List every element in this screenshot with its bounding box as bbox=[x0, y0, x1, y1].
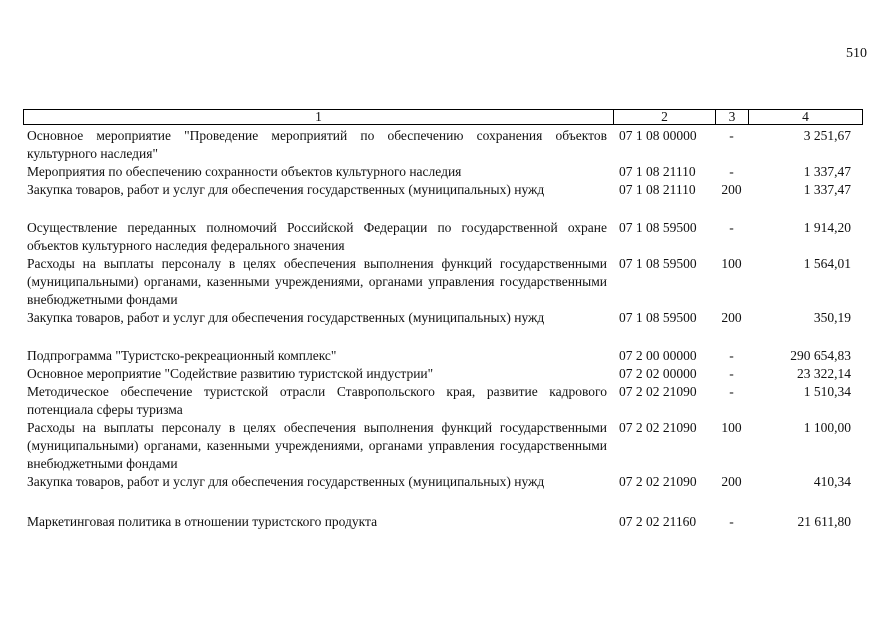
row-sum: 1 337,47 bbox=[803, 164, 851, 179]
row-sum: 1 337,47 bbox=[803, 182, 851, 197]
header-col-4: 4 bbox=[802, 109, 809, 124]
row-sum: 21 611,80 bbox=[797, 514, 851, 529]
row-code: 07 2 02 21090 bbox=[619, 474, 697, 489]
row-description: Расходы на выплаты персоналу в целях обеспечения выполнения функций государственными (муниципальными) органами, казенными учреждениями, органами управления государственными внебюджетными фондами bbox=[27, 420, 607, 471]
row-code: 07 2 02 21160 bbox=[619, 514, 697, 529]
page-number: 510 bbox=[846, 46, 867, 61]
row-description: Маркетинговая политика в отношении туристского продукта bbox=[27, 514, 378, 529]
row-sum: 350,19 bbox=[813, 310, 851, 325]
row-type: 100 bbox=[721, 420, 742, 435]
table-row bbox=[23, 513, 863, 531]
row-description: Осуществление переданных полномочий Российской Федерации по государственной охране объектов культурного наследия федерального значения bbox=[27, 220, 607, 253]
row-type: 100 bbox=[721, 256, 742, 271]
row-type: - bbox=[729, 128, 734, 143]
row-sum: 410,34 bbox=[813, 474, 851, 489]
table-row bbox=[23, 419, 863, 473]
row-type: - bbox=[729, 514, 734, 529]
table-row bbox=[23, 383, 863, 419]
row-type: - bbox=[729, 348, 734, 363]
table-row bbox=[23, 347, 863, 365]
row-description: Основное мероприятие "Проведение мероприятий по обеспечению сохранения объектов культурного наследия" bbox=[27, 128, 607, 161]
row-description: Подпрограмма "Туристско-рекреационный комплекс" bbox=[27, 348, 337, 363]
row-description: Закупка товаров, работ и услуг для обеспечения государственных (муниципальных) нужд bbox=[27, 182, 545, 197]
row-type: 200 bbox=[721, 182, 742, 197]
row-code: 07 1 08 59500 bbox=[619, 256, 697, 271]
row-type: - bbox=[729, 220, 734, 235]
table-header bbox=[23, 109, 863, 125]
table-row bbox=[23, 163, 863, 181]
row-description: Мероприятия по обеспечению сохранности объектов культурного наследия bbox=[27, 164, 462, 179]
row-sum: 1 564,01 bbox=[803, 256, 851, 271]
table-row bbox=[23, 473, 863, 491]
row-description: Закупка товаров, работ и услуг для обеспечения государственных (муниципальных) нужд bbox=[27, 474, 545, 489]
row-sum: 290 654,83 bbox=[790, 348, 851, 363]
row-description: Закупка товаров, работ и услуг для обеспечения государственных (муниципальных) нужд bbox=[27, 310, 545, 325]
row-sum: 1 914,20 bbox=[803, 220, 851, 235]
row-description: Основное мероприятие "Содействие развитию туристской индустрии" bbox=[27, 366, 434, 381]
row-sum: 1 100,00 bbox=[803, 420, 851, 435]
header-col-1: 1 bbox=[24, 110, 614, 124]
row-type: - bbox=[729, 366, 734, 381]
row-code: 07 1 08 59500 bbox=[619, 220, 697, 235]
row-sum: 3 251,67 bbox=[803, 128, 851, 143]
row-code: 07 2 02 21090 bbox=[619, 420, 697, 435]
row-code: 07 2 02 21090 bbox=[619, 384, 697, 399]
row-type: - bbox=[729, 384, 734, 399]
row-code: 07 2 02 00000 bbox=[619, 366, 697, 381]
header-col-2: 2 bbox=[614, 110, 716, 124]
table-row bbox=[23, 255, 863, 309]
table-row bbox=[23, 365, 863, 383]
table-body bbox=[23, 127, 863, 531]
row-sum: 1 510,34 bbox=[803, 384, 851, 399]
header-col-3: 3 bbox=[716, 110, 749, 124]
row-description: Методическое обеспечение туристской отрасли Ставропольского края, развитие кадрового потенциала сферы туризма bbox=[27, 384, 607, 417]
row-sum: 23 322,14 bbox=[797, 366, 851, 381]
row-code: 07 1 08 21110 bbox=[619, 182, 696, 197]
row-description: Расходы на выплаты персоналу в целях обеспечения выполнения функций государственными (муниципальными) органами, казенными учреждениями, органами управления государственными внебюджетными фондами bbox=[27, 256, 607, 307]
row-type: 200 bbox=[721, 310, 742, 325]
table-row bbox=[23, 127, 863, 163]
table-row bbox=[23, 181, 863, 199]
row-code: 07 1 08 21110 bbox=[619, 164, 696, 179]
row-type: - bbox=[729, 164, 734, 179]
row-type: 200 bbox=[721, 474, 742, 489]
row-code: 07 1 08 00000 bbox=[619, 128, 697, 143]
row-code: 07 1 08 59500 bbox=[619, 310, 697, 325]
table-row bbox=[23, 309, 863, 327]
row-code: 07 2 00 00000 bbox=[619, 348, 697, 363]
table-row bbox=[23, 219, 863, 255]
